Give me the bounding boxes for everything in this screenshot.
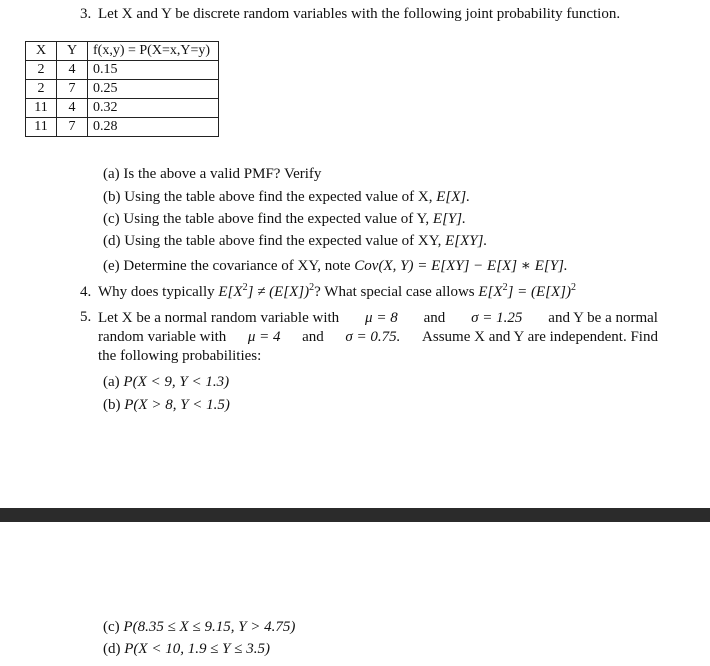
q5-and2: and [302, 329, 324, 345]
q5a-label: (a) [103, 374, 120, 390]
q5b-math: P(X > 8, Y < 1.5) [124, 397, 230, 413]
q3c-math: E[Y]. [432, 211, 466, 227]
cell-prob: 0.28 [88, 118, 219, 137]
q3a-text: Is the above a valid PMF? Verify [123, 166, 322, 182]
q5-line2 [98, 328, 658, 347]
cell-x: 2 [26, 61, 57, 80]
q5-line3: the following probabilities: [98, 348, 262, 364]
q5-sigma1: σ = 1.25 [471, 310, 523, 326]
q5-paragraph [98, 309, 658, 366]
cell-y: 4 [57, 61, 88, 80]
header-x: X [26, 42, 57, 61]
q4-math1 [218, 284, 314, 300]
table-row [26, 80, 219, 99]
q4-math2 [478, 284, 576, 300]
q5-sigma2: σ = 0.75. [345, 329, 401, 345]
q4-math2-b: ] = (E[X]) [507, 284, 572, 300]
table-header-row [26, 42, 219, 61]
q5-line2-a: random variable with [98, 329, 227, 345]
q5a [103, 374, 229, 391]
q4-exp4: 2 [571, 282, 577, 293]
table-row [26, 118, 219, 137]
q3a [103, 166, 321, 183]
cell-prob: 0.32 [88, 99, 219, 118]
q5-mu1: μ = 8 [365, 310, 398, 326]
q3a-label: (a) [103, 166, 120, 182]
q5b-label: (b) [103, 397, 121, 413]
q4-text [98, 284, 576, 301]
q5c-math: P(8.35 ≤ X ≤ 9.15, Y > 4.75) [123, 619, 296, 635]
q3-text: Let X and Y be discrete random variables with the following joint probability function. [98, 6, 621, 22]
q5d [103, 641, 270, 658]
q5-number: 5. [80, 309, 92, 325]
q5-line1-a: Let X be a normal random variable with [98, 310, 340, 326]
cell-x: 11 [26, 118, 57, 137]
q4-exp2: 2 [309, 282, 315, 293]
q4-exp1: 2 [242, 282, 248, 293]
table-row [26, 61, 219, 80]
q3c [103, 211, 466, 228]
cell-y: 7 [57, 118, 88, 137]
cell-x: 11 [26, 99, 57, 118]
cell-prob: 0.25 [88, 80, 219, 99]
q4-qmark: ? [314, 284, 321, 300]
q3e-math: Cov(X, Y) = E[XY] − E[X] ∗ E[Y]. [354, 258, 568, 274]
cell-y: 7 [57, 80, 88, 99]
q5d-label: (d) [103, 641, 121, 657]
q3b-label: (b) [103, 189, 121, 205]
q5-line1 [98, 309, 658, 328]
q5c-label: (c) [103, 619, 120, 635]
q3c-label: (c) [103, 211, 120, 227]
cell-x: 2 [26, 80, 57, 99]
q3e-text: Determine the covariance of XY, note [123, 258, 351, 274]
cell-prob: 0.15 [88, 61, 219, 80]
q3b [103, 189, 470, 206]
q4-math1-b: ] ≠ (E[X]) [247, 284, 310, 300]
q3e-label: (e) [103, 258, 120, 274]
q5-line2-b: Assume X and Y are independent. Find [422, 329, 658, 345]
q5-mu2: μ = 4 [247, 329, 281, 345]
header-fxy: f(x,y) = P(X=x,Y=y) [88, 42, 219, 61]
q5b [103, 397, 230, 414]
q3b-text: Using the table above find the expected value of X, [124, 189, 433, 205]
q4-math2-a: E[X [478, 284, 503, 300]
q3c-text: Using the table above find the expected value of Y, [123, 211, 430, 227]
q5d-math: P(X < 10, 1.9 ≤ Y ≤ 3.5) [124, 641, 270, 657]
q5a-math: P(X < 9, Y < 1.3) [123, 374, 230, 390]
table-row [26, 99, 219, 118]
q4-exp3: 2 [502, 282, 508, 293]
q3d-label: (d) [103, 233, 121, 249]
q4-number: 4. [80, 284, 92, 300]
q3e [103, 256, 568, 275]
page-divider-bar [0, 508, 710, 522]
q3-number: 3. [80, 6, 92, 22]
q5c [103, 619, 295, 636]
q5-and1: and [423, 310, 446, 326]
cell-y: 4 [57, 99, 88, 118]
q5-line1-b: and Y be a normal [548, 310, 658, 326]
q3d-text: Using the table above find the expected value of XY, [124, 233, 442, 249]
q4-math1-a: E[X [218, 284, 243, 300]
q3d-math: E[XY]. [445, 233, 488, 249]
joint-pmf-table [25, 41, 219, 137]
q3b-math: E[X]. [436, 189, 470, 205]
header-y: Y [57, 42, 88, 61]
q4-text2: What special case allows [324, 284, 475, 300]
q4-text1: Why does typically [98, 284, 215, 300]
q3d [103, 233, 487, 250]
